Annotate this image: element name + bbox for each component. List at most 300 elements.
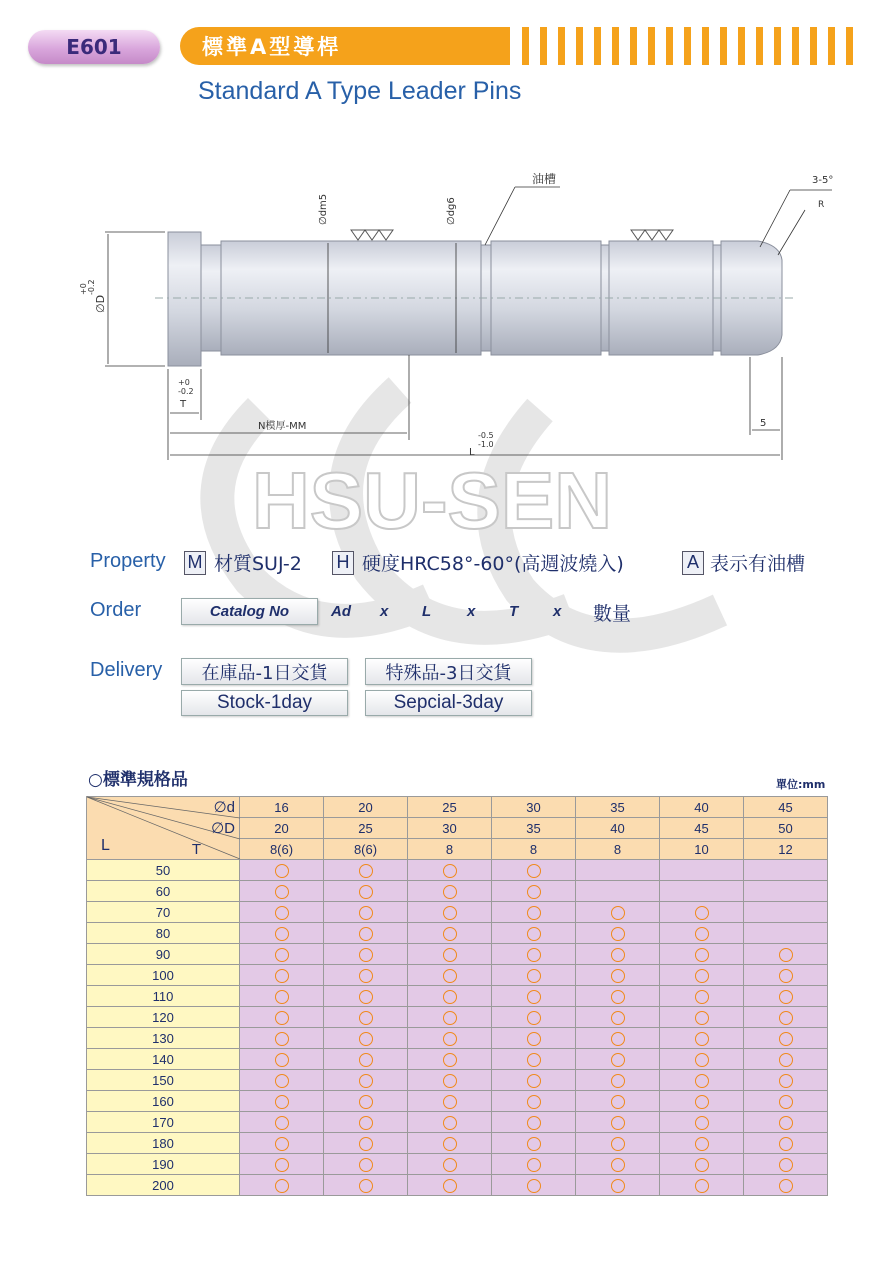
availability-cell [408,986,492,1007]
stock-mark-icon [695,948,709,962]
stock-mark-icon [779,1011,793,1025]
availability-cell [492,1007,576,1028]
availability-cell [324,1175,408,1196]
availability-cell [492,1049,576,1070]
header-d-cell: 25 [408,797,492,818]
stock-mark-icon [695,969,709,983]
availability-cell [240,902,324,923]
length-cell: 60 [87,881,240,902]
property-a-letter: A [682,551,704,575]
stock-mark-icon [695,1179,709,1193]
availability-cell [576,1133,660,1154]
stock-mark-icon [275,906,289,920]
stock-mark-icon [275,1074,289,1088]
stock-mark-icon [359,1032,373,1046]
stock-mark-icon [527,1179,541,1193]
availability-cell [408,1007,492,1028]
stock-mark-icon [443,927,457,941]
leader-pin-drawing [60,165,834,475]
stock-mark-icon [695,1095,709,1109]
label-t-tol-plus: +0 [178,378,190,387]
stock-mark-icon [611,1095,625,1109]
header-d-cell: 20 [324,797,408,818]
availability-cell [408,1091,492,1112]
header-T-cell: 12 [744,839,828,860]
stock-mark-icon [779,1137,793,1151]
header-d-cell: 16 [240,797,324,818]
stock-mark-icon [611,1011,625,1025]
delivery-stock-cn-box [181,658,348,685]
header-D-cell: 50 [744,818,828,839]
availability-cell [492,965,576,986]
length-cell: 130 [87,1028,240,1049]
stock-mark-icon [275,885,289,899]
availability-cell [576,986,660,1007]
spec-table [86,796,828,1196]
label-d-tol-minus: -0.2 [87,279,96,295]
stock-mark-icon [275,864,289,878]
unit-label: 單位:mm [776,778,826,791]
stock-mark-icon [443,948,457,962]
length-cell: 50 [87,860,240,881]
availability-cell [492,1070,576,1091]
stock-mark-icon [359,1074,373,1088]
delivery-stock-cn: 在庫品-1日交貨 [201,662,328,684]
length-cell: 110 [87,986,240,1007]
availability-cell [240,1007,324,1028]
availability-cell [492,923,576,944]
availability-cell [408,1112,492,1133]
availability-cell [660,1133,744,1154]
stock-mark-icon [443,1074,457,1088]
header-row-d [87,797,828,818]
header-d-cell: 40 [660,797,744,818]
order-qty: 數量 [593,603,632,625]
order-label: Order [90,599,142,621]
table-row [87,986,828,1007]
stock-mark-icon [695,1074,709,1088]
availability-cell [576,881,660,902]
length-cell: 100 [87,965,240,986]
label-angle: 3-5° [812,175,834,186]
stock-mark-icon [527,1116,541,1130]
table-row [87,1070,828,1091]
stock-mark-icon [611,969,625,983]
availability-cell [660,1112,744,1133]
stock-mark-icon [275,1116,289,1130]
availability-cell [492,944,576,965]
availability-cell [492,1175,576,1196]
stock-mark-icon [527,927,541,941]
stock-mark-icon [695,1011,709,1025]
availability-cell [576,1091,660,1112]
stock-mark-icon [527,864,541,878]
availability-cell [744,965,828,986]
availability-cell [660,1028,744,1049]
stock-mark-icon [359,1179,373,1193]
stock-mark-icon [527,1074,541,1088]
stock-mark-icon [695,1137,709,1151]
stock-mark-icon [275,990,289,1004]
availability-cell [660,965,744,986]
availability-cell [744,1028,828,1049]
property-h-letter: H [332,551,354,575]
stock-mark-icon [443,1011,457,1025]
delivery-special-en-box [365,690,532,716]
length-cell: 180 [87,1133,240,1154]
stock-mark-icon [527,1053,541,1067]
length-cell: 70 [87,902,240,923]
stock-mark-icon [443,1137,457,1151]
length-cell: 150 [87,1070,240,1091]
table-row [87,923,828,944]
availability-cell [576,902,660,923]
stock-mark-icon [275,1053,289,1067]
stock-mark-icon [527,1032,541,1046]
availability-cell [660,1070,744,1091]
header-d-cell: 45 [744,797,828,818]
stock-mark-icon [443,1179,457,1193]
availability-cell [324,1133,408,1154]
availability-cell [240,1049,324,1070]
header-D-cell: 40 [576,818,660,839]
availability-cell [744,1070,828,1091]
availability-cell [744,860,828,881]
availability-cell [576,1007,660,1028]
availability-cell [492,1028,576,1049]
header-T-cell: 8(6) [240,839,324,860]
availability-cell [324,1112,408,1133]
availability-cell [408,860,492,881]
stock-mark-icon [779,1179,793,1193]
stock-mark-icon [779,1158,793,1172]
property-h [332,549,624,576]
availability-cell [744,1112,828,1133]
stock-mark-icon [443,1032,457,1046]
stock-mark-icon [611,1032,625,1046]
availability-cell [408,1070,492,1091]
stock-mark-icon [527,948,541,962]
stock-mark-icon [611,1137,625,1151]
availability-cell [324,881,408,902]
availability-cell [744,881,828,902]
table-row [87,1028,828,1049]
label-l-tol-minus: -1.0 [478,440,494,449]
watermark-text: HSU-SEN [252,456,613,545]
availability-cell [576,1049,660,1070]
delivery-special-cn-box [365,658,532,685]
availability-cell [408,1028,492,1049]
stock-mark-icon [611,1116,625,1130]
stock-mark-icon [275,1158,289,1172]
table-row [87,965,828,986]
availability-cell [576,1028,660,1049]
label-five: 5 [760,418,767,429]
availability-cell [240,1154,324,1175]
availability-cell [240,860,324,881]
catalog-code: E601 [66,35,122,59]
stock-mark-icon [779,1053,793,1067]
table-row [87,860,828,881]
availability-cell [240,965,324,986]
label-radius: R [818,200,825,210]
corner-outer-d: ∅D [211,820,235,837]
stock-mark-icon [275,1011,289,1025]
availability-cell [492,1091,576,1112]
availability-cell [744,1007,828,1028]
availability-cell [408,1133,492,1154]
availability-cell [576,860,660,881]
stock-mark-icon [695,906,709,920]
stock-mark-icon [359,1011,373,1025]
availability-cell [240,923,324,944]
stock-mark-icon [443,1158,457,1172]
length-cell: 160 [87,1091,240,1112]
corner-d: ∅d [213,799,235,816]
stock-mark-icon [611,990,625,1004]
availability-cell [492,881,576,902]
stock-mark-icon [695,927,709,941]
table-row [87,1091,828,1112]
stock-mark-icon [611,948,625,962]
availability-cell [744,1175,828,1196]
order-ad: Ad [331,603,351,620]
label-dg6: ∅dg6 [446,197,457,225]
availability-cell [660,986,744,1007]
availability-cell [240,1133,324,1154]
stock-mark-icon [275,1032,289,1046]
label-outer-d: ∅D [94,294,107,313]
availability-cell [660,1049,744,1070]
label-n: N模厚-MM [258,421,307,432]
availability-cell [324,923,408,944]
stock-mark-icon [527,990,541,1004]
stock-mark-icon [611,906,625,920]
title-cn: 標準A型導桿 [202,35,342,59]
property-m-letter: M [184,551,206,575]
table-row [87,944,828,965]
table-row [87,1133,828,1154]
availability-cell [408,1175,492,1196]
stock-mark-icon [359,906,373,920]
availability-cell [744,1133,828,1154]
stock-mark-icon [527,1158,541,1172]
property-a-text: 表示有油槽 [710,553,806,575]
stock-mark-icon [359,927,373,941]
availability-cell [240,1028,324,1049]
stock-mark-icon [779,948,793,962]
stock-mark-icon [359,864,373,878]
table-row [87,1007,828,1028]
delivery-label: Delivery [90,659,163,681]
table-row [87,1175,828,1196]
order-x1: x [380,603,389,620]
availability-cell [324,902,408,923]
availability-cell [660,1007,744,1028]
stock-mark-icon [527,906,541,920]
stock-mark-icon [443,906,457,920]
stock-mark-icon [611,1158,625,1172]
stock-mark-icon [359,1053,373,1067]
availability-cell [492,902,576,923]
stock-mark-icon [527,1137,541,1151]
stock-mark-icon [527,885,541,899]
table-row [87,881,828,902]
availability-cell [492,860,576,881]
corner-t: T [191,841,201,858]
property-h-text: 硬度HRC58°-60°(高週波燒入) [362,553,624,575]
stock-mark-icon [359,1095,373,1109]
availability-cell [660,860,744,881]
availability-cell [744,902,828,923]
title-bar [180,27,510,65]
availability-cell [408,1049,492,1070]
header-D-cell: 25 [324,818,408,839]
stock-mark-icon [527,1095,541,1109]
property-m-text: 材質SUJ-2 [214,553,302,575]
delivery-special-en: Sepcial-3day [393,692,504,713]
label-t: T [180,399,187,410]
availability-cell [576,923,660,944]
order-l: L [422,603,432,620]
availability-cell [408,944,492,965]
stock-mark-icon [443,864,457,878]
availability-cell [576,1112,660,1133]
availability-cell [408,881,492,902]
order-x2: x [467,603,476,620]
length-cell: 80 [87,923,240,944]
availability-cell [744,986,828,1007]
stock-mark-icon [275,1095,289,1109]
label-t-tol-minus: -0.2 [178,387,194,396]
title-en: Standard A Type Leader Pins [198,77,522,105]
length-cell: 190 [87,1154,240,1175]
stock-mark-icon [443,969,457,983]
corner-l: L [101,837,110,854]
order-t: T [509,603,519,620]
header-D-cell: 35 [492,818,576,839]
availability-cell [660,881,744,902]
stock-mark-icon [779,1116,793,1130]
availability-cell [576,944,660,965]
availability-cell [240,986,324,1007]
stock-mark-icon [359,1137,373,1151]
catalog-no: Catalog No [209,603,290,620]
length-cell: 170 [87,1112,240,1133]
length-cell: 140 [87,1049,240,1070]
header-T-cell: 8 [576,839,660,860]
availability-cell [240,1070,324,1091]
availability-cell [240,881,324,902]
availability-cell [324,944,408,965]
header-d-cell: 35 [576,797,660,818]
availability-cell [324,965,408,986]
stock-mark-icon [275,948,289,962]
table-row [87,1049,828,1070]
availability-cell [660,923,744,944]
delivery-stock-en: Stock-1day [216,692,313,713]
stock-mark-icon [779,1032,793,1046]
label-l-tol-plus: -0.5 [478,431,494,440]
property-a [682,549,805,576]
stock-mark-icon [359,885,373,899]
delivery-special-cn: 特殊品-3日交貨 [385,662,512,684]
stock-mark-icon [443,885,457,899]
order-x3: x [553,603,562,620]
availability-cell [240,944,324,965]
header-D-cell: 20 [240,818,324,839]
length-cell: 120 [87,1007,240,1028]
stock-mark-icon [611,927,625,941]
availability-cell [492,1154,576,1175]
table-row [87,902,828,923]
availability-cell [240,1175,324,1196]
section-title: ○標準規格品 [88,770,188,790]
availability-cell [240,1091,324,1112]
table-corner-cell [87,797,240,860]
catalog-no-box [181,598,318,625]
stock-mark-icon [359,1116,373,1130]
table-row [87,1112,828,1133]
delivery-stock-en-box [181,690,348,716]
availability-cell [744,1154,828,1175]
availability-cell [324,860,408,881]
label-oil-groove: 油槽 [532,172,557,186]
header-T-cell: 8(6) [324,839,408,860]
availability-cell [408,1154,492,1175]
stock-mark-icon [527,1011,541,1025]
stock-mark-icon [275,1137,289,1151]
availability-cell [324,1007,408,1028]
availability-cell [324,986,408,1007]
availability-cell [324,1049,408,1070]
availability-cell [324,1091,408,1112]
stock-mark-icon [695,1158,709,1172]
stock-mark-icon [695,990,709,1004]
stock-mark-icon [527,969,541,983]
availability-cell [660,1175,744,1196]
label-d-tol-plus: +0 [79,283,88,295]
table-row [87,1154,828,1175]
property-label: Property [90,550,166,572]
header-D-cell: 45 [660,818,744,839]
stock-mark-icon [359,1158,373,1172]
stock-mark-icon [779,1095,793,1109]
availability-cell [576,1070,660,1091]
stock-mark-icon [695,1032,709,1046]
length-cell: 200 [87,1175,240,1196]
availability-cell [408,923,492,944]
stock-mark-icon [443,1116,457,1130]
availability-cell [744,944,828,965]
stock-mark-icon [359,969,373,983]
header-D-cell: 30 [408,818,492,839]
availability-cell [492,1133,576,1154]
length-cell: 90 [87,944,240,965]
availability-cell [324,1070,408,1091]
stock-mark-icon [359,948,373,962]
stock-mark-icon [611,1179,625,1193]
stock-mark-icon [611,1053,625,1067]
stock-mark-icon [359,990,373,1004]
stock-mark-icon [275,969,289,983]
stock-mark-icon [443,1095,457,1109]
availability-cell [660,902,744,923]
availability-cell [492,1112,576,1133]
availability-cell [744,1049,828,1070]
availability-cell [744,923,828,944]
catalog-code-badge [28,30,160,64]
